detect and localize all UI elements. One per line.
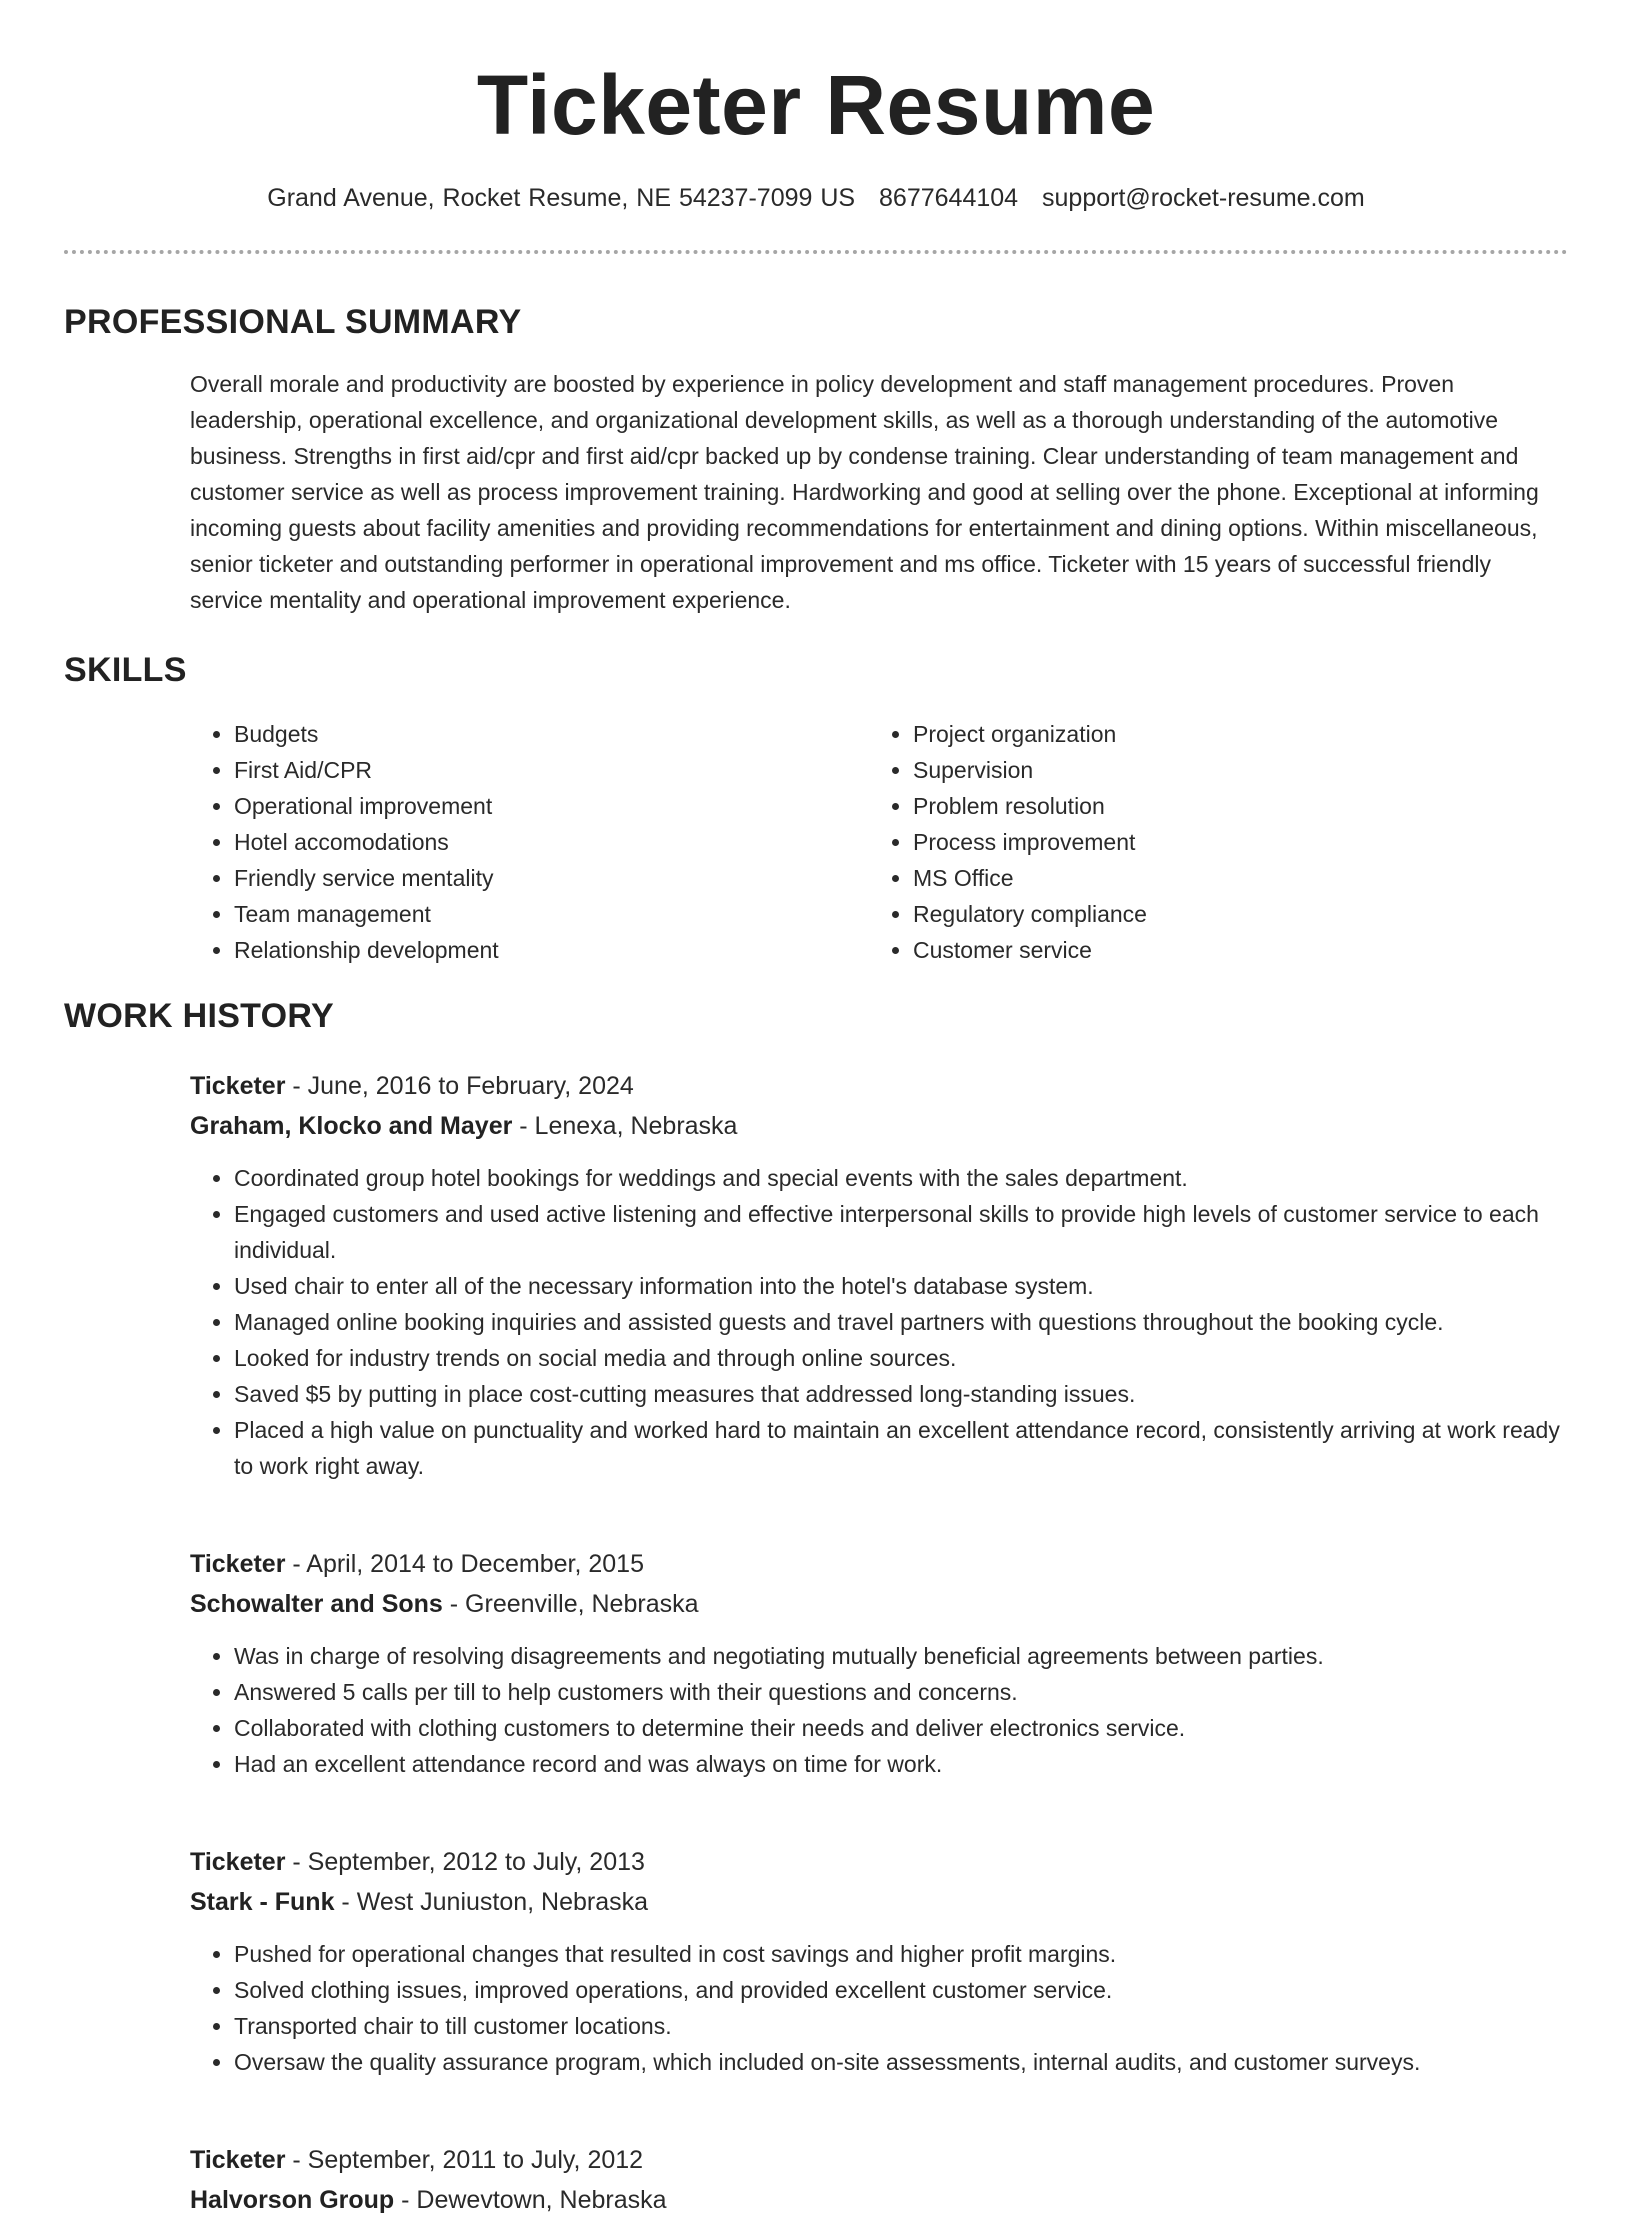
duty-item: • Saved $5 by putting in place cost-cutting measures that addressed long-standing issues.	[234, 1376, 1568, 1412]
job-company-line	[190, 1586, 1568, 1622]
job-location: - Greenville, Nebraska	[442, 1590, 699, 1618]
contact-phone: 8677644104	[879, 184, 1019, 212]
skills-heading: SKILLS	[64, 651, 187, 689]
contact-email: support@rocket-resume.com	[1042, 184, 1365, 212]
skill-item: • Budgets	[234, 716, 869, 752]
job-title-line	[190, 1844, 1568, 1880]
duty-item: • Collaborated with clothing customers to determine their needs and deliver electronics service.	[234, 1710, 1568, 1746]
duty-item: • Oversaw the quality assurance program, which included on-site assessments, internal audits, and customer surveys.	[234, 2044, 1568, 2080]
job-title-line	[190, 2142, 1568, 2178]
duty-item: • Solved clothing issues, improved operations, and provided excellent customer service.	[234, 1972, 1568, 2008]
skills-column-left	[190, 716, 869, 968]
job-title: Ticketer	[190, 1550, 286, 1578]
job-company: Schowalter and Sons	[190, 1590, 443, 1618]
job-company: Graham, Klocko and Mayer	[190, 1112, 513, 1140]
job-title: Ticketer	[190, 1072, 286, 1100]
skill-item: • Team management	[234, 896, 869, 932]
contact-line	[64, 182, 1568, 214]
job-company-line	[190, 1108, 1568, 1144]
skills-list	[190, 716, 1568, 968]
job-dates: - September, 2011 to July, 2012	[285, 2146, 644, 2174]
resume-title: Ticketer Resume	[476, 58, 1156, 152]
duty-item: • Managed online booking inquiries and assisted guests and travel partners with questions throughout the booking cycle.	[234, 1304, 1568, 1340]
duty-item: • Transported chair to till customer locations.	[234, 2008, 1568, 2044]
duty-item: • Engaged customers and used active listening and effective interpersonal skills to provide high levels of customer service to each individual.	[234, 1196, 1568, 1268]
job-company: Stark - Funk	[190, 1888, 335, 1916]
skill-item: • Operational improvement	[234, 788, 869, 824]
duty-item: • Was in charge of resolving disagreements and negotiating mutually beneficial agreements between parties.	[234, 1638, 1568, 1674]
duty-item: • Looked for industry trends on social media and through online sources.	[234, 1340, 1568, 1376]
duty-item: • Pushed for operational changes that resulted in cost savings and higher profit margins.	[234, 1936, 1568, 1972]
job-title: Ticketer	[190, 2146, 286, 2174]
job-duties	[190, 1160, 1568, 1484]
job-title: Ticketer	[190, 1848, 286, 1876]
job-entry	[190, 1546, 1568, 1782]
job-company-line	[190, 1884, 1568, 1920]
summary-text: Overall morale and productivity are boosted by experience in policy development and staff management procedures. Proven leadership, operational excellence, and organizational development skills, as well as a thorough understanding of the automotive business. Strengths in first aid/cpr and first aid/cpr backed up by condense training. Clear understanding of team management and customer service as well as process improvement training. Hardworking and good at selling over the phone. Exceptional at informing incoming guests about facility amenities and providing recommendations for entertainment and dining options. Within miscellaneous, senior ticketer and outstanding performer in operational improvement and ms office. Ticketer with 15 years of successful friendly service mentality and operational improvement experience.	[190, 371, 1539, 613]
job-dates: - June, 2016 to February, 2024	[285, 1072, 634, 1100]
skill-item: • Project organization	[913, 716, 1548, 752]
duty-item: • Answered 5 calls per till to help customers with their questions and concerns.	[234, 1674, 1568, 1710]
job-location: - Lenexa, Nebraska	[512, 1112, 738, 1140]
job-title-line	[190, 1068, 1568, 1104]
skill-item: • Friendly service mentality	[234, 860, 869, 896]
summary-heading: PROFESSIONAL SUMMARY	[64, 303, 522, 341]
skill-item: • Supervision	[913, 752, 1548, 788]
header-divider	[64, 250, 1568, 254]
skill-item: • MS Office	[913, 860, 1548, 896]
job-duties	[190, 1936, 1568, 2080]
job-company: Halvorson Group	[190, 2186, 395, 2214]
skill-item: • Problem resolution	[913, 788, 1548, 824]
skill-item: • First Aid/CPR	[234, 752, 869, 788]
job-location: - West Juniuston, Nebraska	[334, 1888, 649, 1916]
skills-column-right	[869, 716, 1548, 968]
job-duties	[190, 1638, 1568, 1782]
duty-item: • Used chair to enter all of the necessary information into the hotel's database system.	[234, 1268, 1568, 1304]
job-title-line	[190, 1546, 1568, 1582]
work-history-heading: WORK HISTORY	[64, 997, 334, 1035]
job-dates: - September, 2012 to July, 2013	[285, 1848, 645, 1876]
job-company-line	[190, 2182, 1568, 2218]
skill-item: • Process improvement	[913, 824, 1548, 860]
skill-item: • Hotel accomodations	[234, 824, 869, 860]
skill-item: • Regulatory compliance	[913, 896, 1548, 932]
contact-address: Grand Avenue, Rocket Resume, NE 54237-7099 US	[267, 184, 856, 212]
duty-item: • Placed a high value on punctuality and worked hard to maintain an excellent attendance record, consistently arriving at work ready to work right away.	[234, 1412, 1568, 1484]
job-entry	[190, 2142, 1568, 2218]
skill-item: • Customer service	[913, 932, 1548, 968]
skill-item: • Relationship development	[234, 932, 869, 968]
job-location: - Dewevtown, Nebraska	[394, 2186, 667, 2214]
duty-item: • Had an excellent attendance record and was always on time for work.	[234, 1746, 1568, 1782]
resume-page	[64, 0, 1568, 2218]
job-dates: - April, 2014 to December, 2015	[285, 1550, 644, 1578]
job-entry	[190, 1844, 1568, 2080]
job-entry	[190, 1068, 1568, 1484]
duty-item: • Coordinated group hotel bookings for weddings and special events with the sales department.	[234, 1160, 1568, 1196]
